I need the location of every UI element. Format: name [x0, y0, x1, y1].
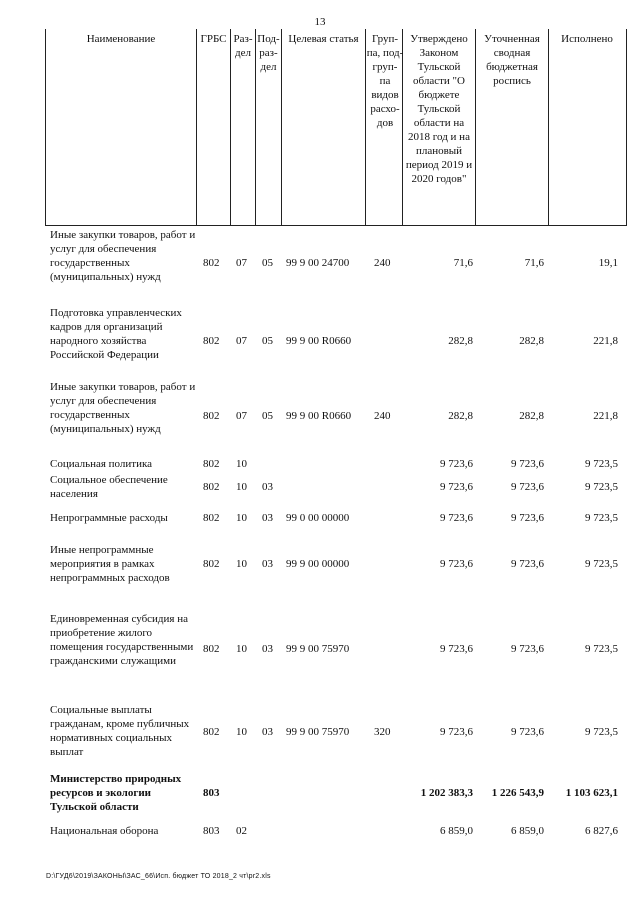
row-group: 240 [374, 257, 391, 269]
row-name: Иные непрограммные мероприятия в рамках непрограммных расходов [50, 544, 170, 584]
row-grbs: 803 [203, 825, 220, 837]
row-razdel: 07 [236, 335, 247, 347]
row-executed: 6 827,6 [585, 825, 618, 837]
row-executed: 1 103 623,1 [565, 787, 618, 799]
header-grbs: ГРБС [200, 33, 227, 45]
header-podrazdel: Под- раз- дел [257, 33, 280, 73]
page-number: 13 [314, 16, 326, 28]
row-name: Иные закупки товаров, работ и услуг для обеспечения государственных (муниципальных) нужд [50, 381, 196, 435]
row-group: 320 [374, 726, 391, 738]
row-executed: 19,1 [598, 257, 618, 269]
row-name: Иные закупки товаров, работ и услуг для обеспечения государственных (муниципальных) нужд [50, 229, 196, 283]
row-grbs: 802 [203, 335, 220, 347]
row-grbs: 802 [203, 410, 220, 422]
row-podrazdel: 05 [262, 257, 273, 269]
row-refined: 9 723,6 [511, 458, 544, 470]
row-podrazdel: 05 [262, 410, 273, 422]
row-refined: 9 723,6 [511, 481, 544, 493]
row-razdel: 07 [236, 410, 247, 422]
row-executed: 9 723,5 [585, 481, 618, 493]
row-razdel: 07 [236, 257, 247, 269]
row-executed: 221,8 [593, 335, 618, 347]
row-approved: 1 202 383,3 [420, 787, 473, 799]
row-approved: 9 723,6 [440, 558, 473, 570]
header-executed: Исполнено [561, 33, 613, 45]
row-podrazdel: 03 [262, 481, 273, 493]
row-approved: 6 859,0 [440, 825, 473, 837]
row-grbs: 802 [203, 643, 220, 655]
row-podrazdel: 05 [262, 335, 273, 347]
header-razdel: Раз- дел [233, 33, 253, 59]
row-name: Подготовка управленческих кадров для организаций народного хозяйства Российской Федерации [50, 307, 182, 361]
row-target: 99 9 00 24700 [286, 257, 350, 269]
row-refined: 9 723,6 [511, 512, 544, 524]
row-razdel: 10 [236, 481, 247, 493]
row-target: 99 9 00 R0660 [286, 410, 352, 422]
row-name: Непрограммные расходы [50, 512, 168, 524]
row-target: 99 9 00 R0660 [286, 335, 352, 347]
row-grbs: 803 [203, 787, 220, 799]
header-name: Наименование [86, 33, 156, 45]
row-approved: 9 723,6 [440, 512, 473, 524]
row-razdel: 10 [236, 558, 247, 570]
row-approved: 282,8 [448, 335, 473, 347]
header-target: Целевая статья [288, 33, 359, 45]
row-target: 99 9 00 75970 [286, 726, 350, 738]
header-refined: Уточненная сводная бюджетная роспись [484, 33, 540, 87]
row-refined: 9 723,6 [511, 726, 544, 738]
row-target: 99 9 00 00000 [286, 558, 350, 570]
row-grbs: 802 [203, 458, 220, 470]
row-name: Единовременная субсидия на приобретение жилого помещения государственными гражданскими служащими [50, 613, 194, 667]
row-executed: 9 723,5 [585, 726, 618, 738]
row-executed: 9 723,5 [585, 512, 618, 524]
header-approved: Утверждено Законом Тульской области "О бюджете Тульской области на 2018 год и на плановый период 2019 и 2020 годов" [405, 33, 473, 185]
row-approved: 9 723,6 [440, 726, 473, 738]
row-grbs: 802 [203, 257, 220, 269]
row-podrazdel: 03 [262, 643, 273, 655]
row-executed: 9 723,5 [585, 643, 618, 655]
row-podrazdel: 03 [262, 726, 273, 738]
row-refined: 9 723,6 [511, 643, 544, 655]
row-grbs: 802 [203, 481, 220, 493]
row-name: Социальные выплаты гражданам, кроме публичных нормативных социальных выплат [50, 704, 190, 758]
row-refined: 6 859,0 [511, 825, 544, 837]
column-divider [548, 29, 549, 225]
row-approved: 9 723,6 [440, 481, 473, 493]
row-name: Социальная политика [50, 458, 153, 470]
row-approved: 9 723,6 [440, 458, 473, 470]
row-name: Министерство природных ресурсов и экологии Тульской области [50, 773, 182, 813]
row-executed: 9 723,5 [585, 558, 618, 570]
row-approved: 9 723,6 [440, 643, 473, 655]
row-grbs: 802 [203, 512, 220, 524]
row-refined: 1 226 543,9 [491, 787, 544, 799]
row-razdel: 02 [236, 825, 247, 837]
row-grbs: 802 [203, 726, 220, 738]
file-path-footer: D:\ГУД6\2019\ЗАКОНЫ\ЗАС_66\Исп. бюджет ТО 2018_2 чт\pr2.xls [46, 873, 271, 880]
row-executed: 221,8 [593, 410, 618, 422]
row-target: 99 9 00 75970 [286, 643, 350, 655]
column-divider [281, 29, 282, 225]
row-grbs: 802 [203, 558, 220, 570]
row-target: 99 0 00 00000 [286, 512, 350, 524]
row-podrazdel: 03 [262, 512, 273, 524]
row-refined: 282,8 [519, 335, 544, 347]
column-divider [475, 29, 476, 225]
row-name: Социальное обеспечение населения [50, 474, 168, 500]
header-group: Груп- па, под- груп- па видов расхо- дов [366, 33, 404, 129]
row-refined: 9 723,6 [511, 558, 544, 570]
column-divider [196, 29, 197, 225]
row-name: Национальная оборона [50, 825, 159, 837]
row-razdel: 10 [236, 726, 247, 738]
row-refined: 71,6 [524, 257, 544, 269]
row-executed: 9 723,5 [585, 458, 618, 470]
row-group: 240 [374, 410, 391, 422]
row-refined: 282,8 [519, 410, 544, 422]
row-razdel: 10 [236, 512, 247, 524]
row-razdel: 10 [236, 458, 247, 470]
row-approved: 71,6 [453, 257, 473, 269]
row-podrazdel: 03 [262, 558, 273, 570]
table-header [45, 29, 627, 226]
row-approved: 282,8 [448, 410, 473, 422]
row-razdel: 10 [236, 643, 247, 655]
